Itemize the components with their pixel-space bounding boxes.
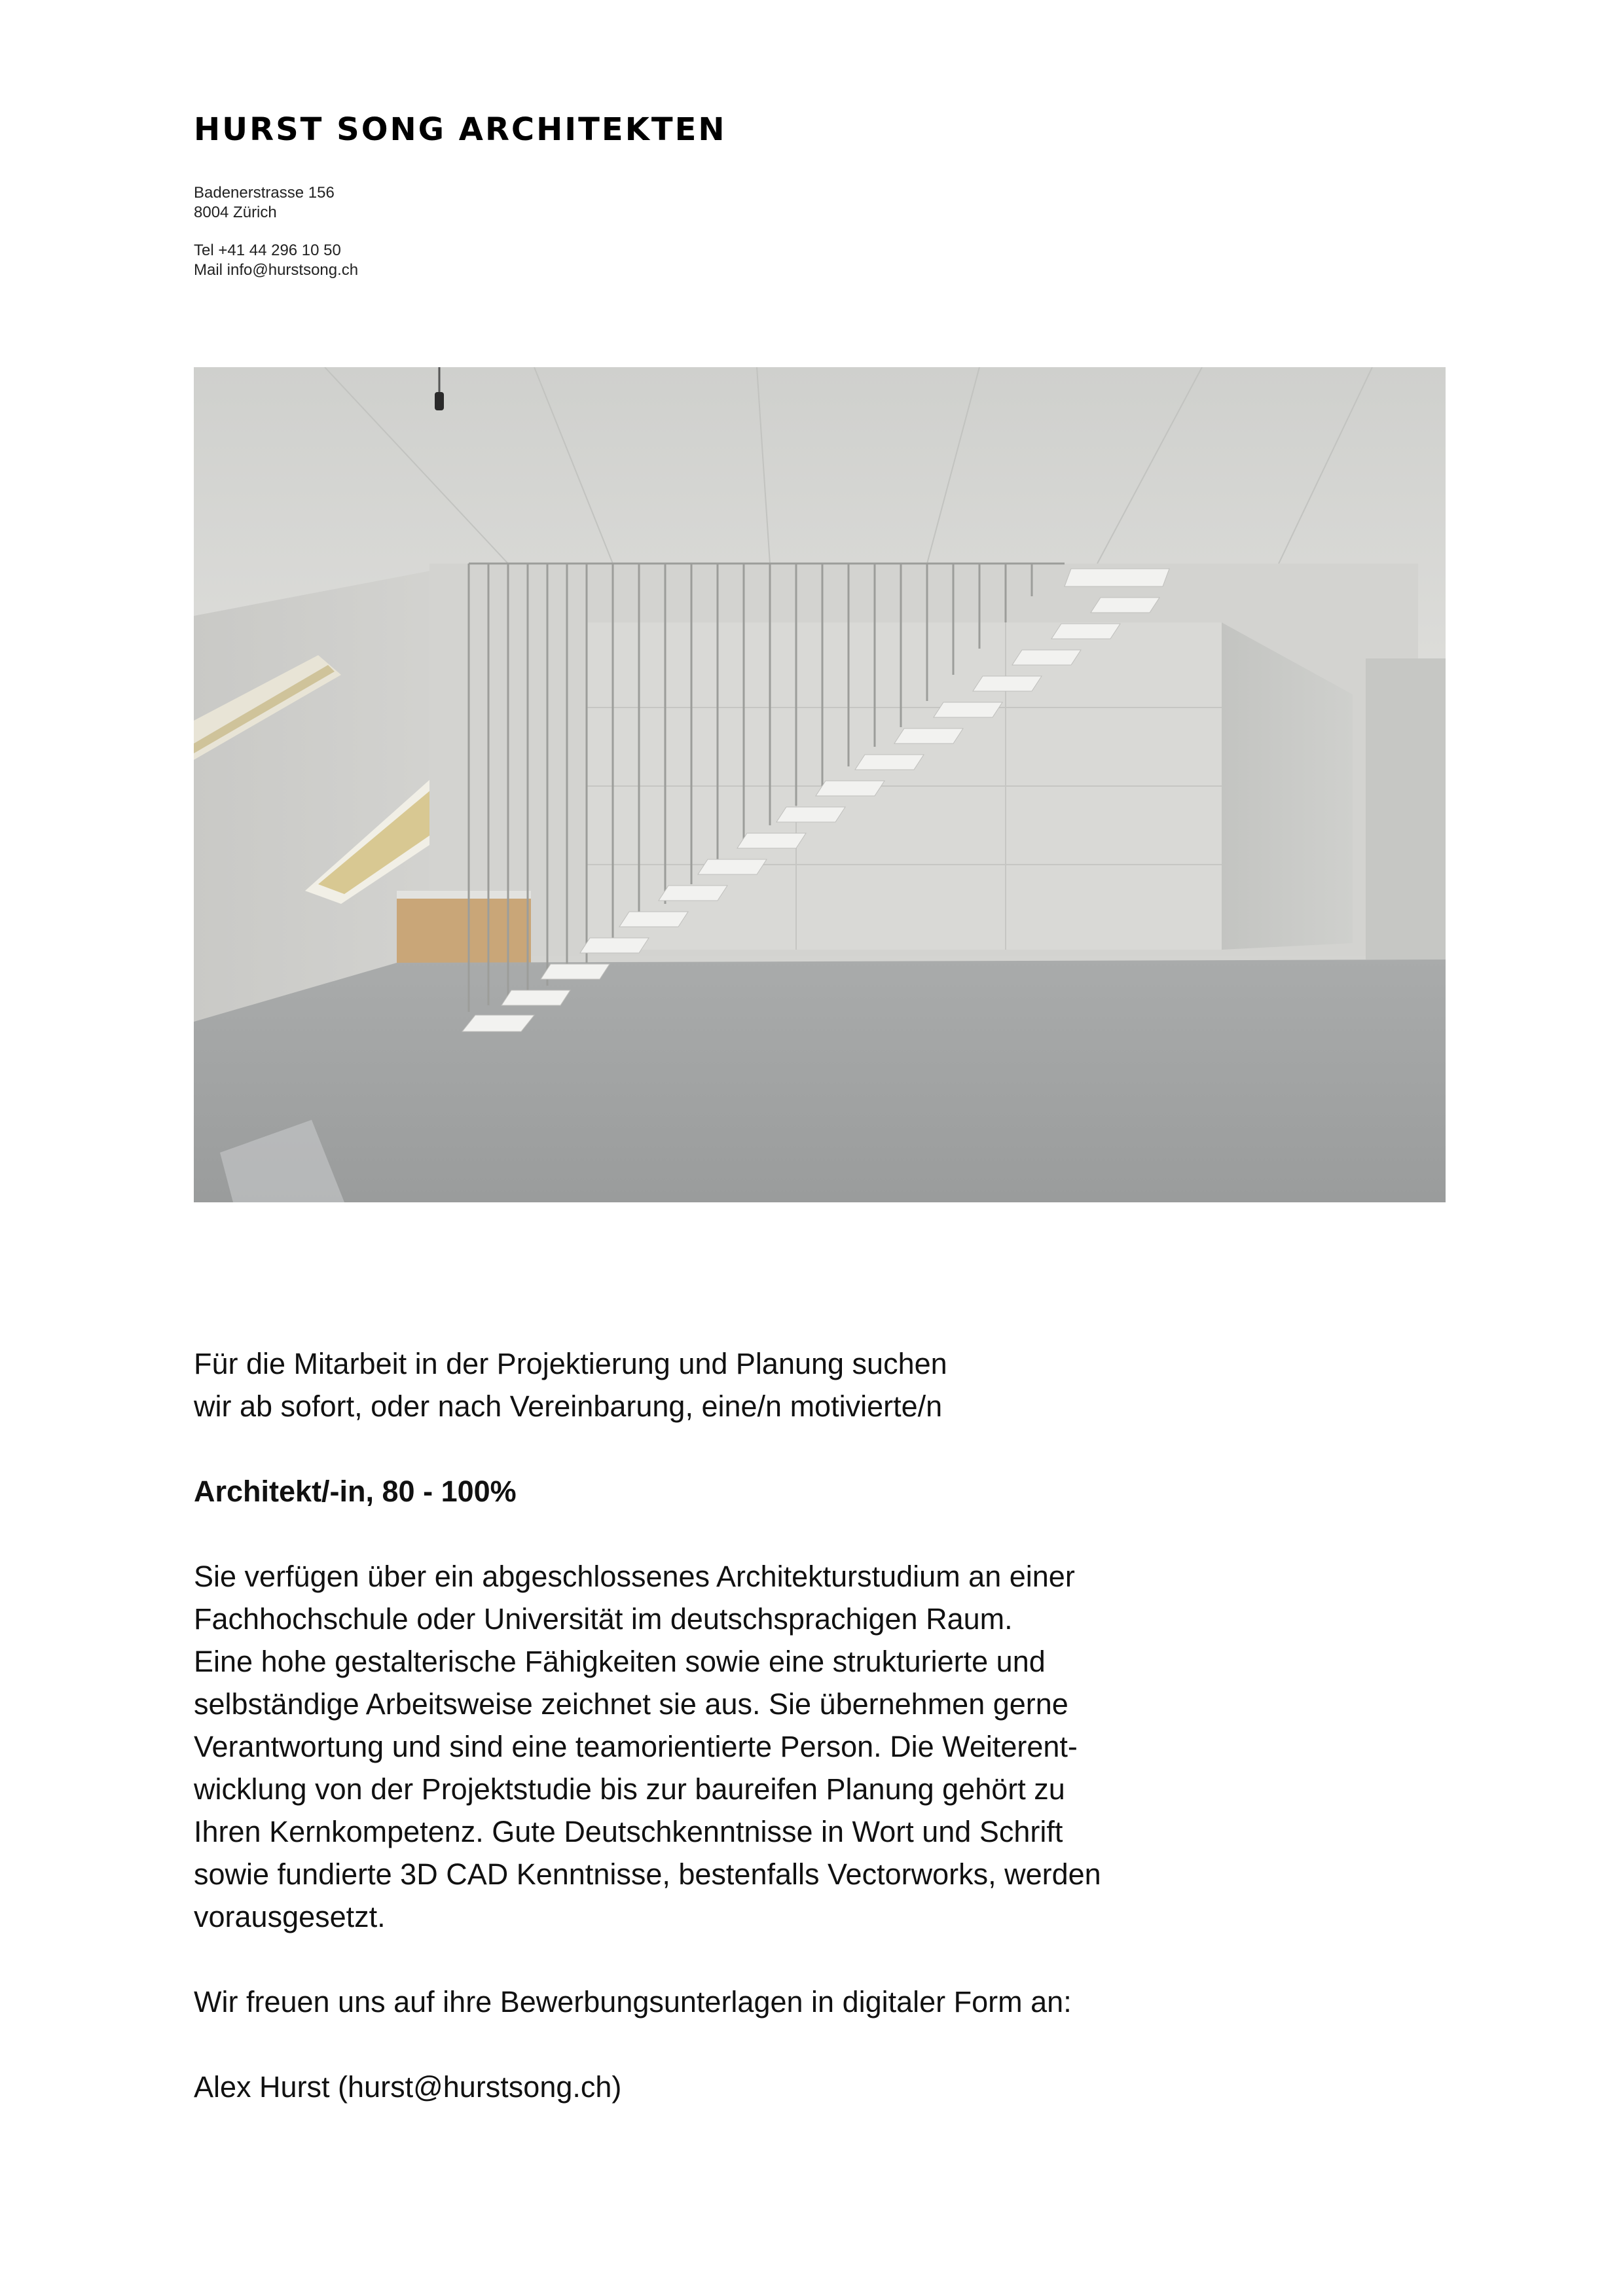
requirements-line: wicklung von der Projektstudie bis zur baureifen Planung gehört zu — [194, 1772, 1065, 1806]
intro-line: wir ab sofort, oder nach Vereinbarung, eine/n motivierte/n — [194, 1390, 943, 1423]
requirements-line: Sie verfügen über ein abgeschlossenes Architekturstudium an einer — [194, 1560, 1075, 1593]
contact-phone: Tel +41 44 296 10 50 — [194, 242, 341, 259]
contact-block — [194, 241, 358, 280]
job-title: Architekt/-in, 80 - 100% — [194, 1475, 517, 1508]
requirements-line: Eine hohe gestalterische Fähigkeiten sowie eine strukturierte und — [194, 1645, 1046, 1678]
intro-line: Für die Mitarbeit in der Projektierung und Planung suchen — [194, 1347, 947, 1380]
address-street: Badenerstrasse 156 — [194, 184, 335, 202]
address-block — [194, 183, 335, 223]
intro-paragraph — [194, 1342, 1241, 1427]
requirements-line: vorausgesetzt. — [194, 1900, 386, 1933]
address-city: 8004 Zürich — [194, 204, 277, 221]
requirements-line: selbständige Arbeitsweise zeichnet sie aus. Sie übernehmen gerne — [194, 1687, 1068, 1721]
interior-staircase-photo — [194, 367, 1446, 1202]
requirements-line: Ihren Kernkompetenz. Gute Deutschkenntnisse in Wort und Schrift — [194, 1815, 1063, 1848]
requirements-line: Fachhochschule oder Universität im deutschsprachigen Raum. — [194, 1602, 1013, 1636]
company-logo: HURST SONG ARCHITEKTEN — [194, 111, 727, 148]
requirements-paragraph — [194, 1555, 1241, 1938]
contact-email: Mail info@hurstsong.ch — [194, 261, 359, 279]
closing-text: Wir freuen uns auf ihre Bewerbungsunterlagen in digitaler Form an: — [194, 1985, 1072, 2018]
contact-person: Alex Hurst (hurst@hurstsong.ch) — [194, 2070, 622, 2104]
requirements-line: sowie fundierte 3D CAD Kenntnisse, bestenfalls Vectorworks, werden — [194, 1857, 1101, 1891]
requirements-line: Verantwortung und sind eine teamorientierte Person. Die Weiterent- — [194, 1730, 1078, 1763]
